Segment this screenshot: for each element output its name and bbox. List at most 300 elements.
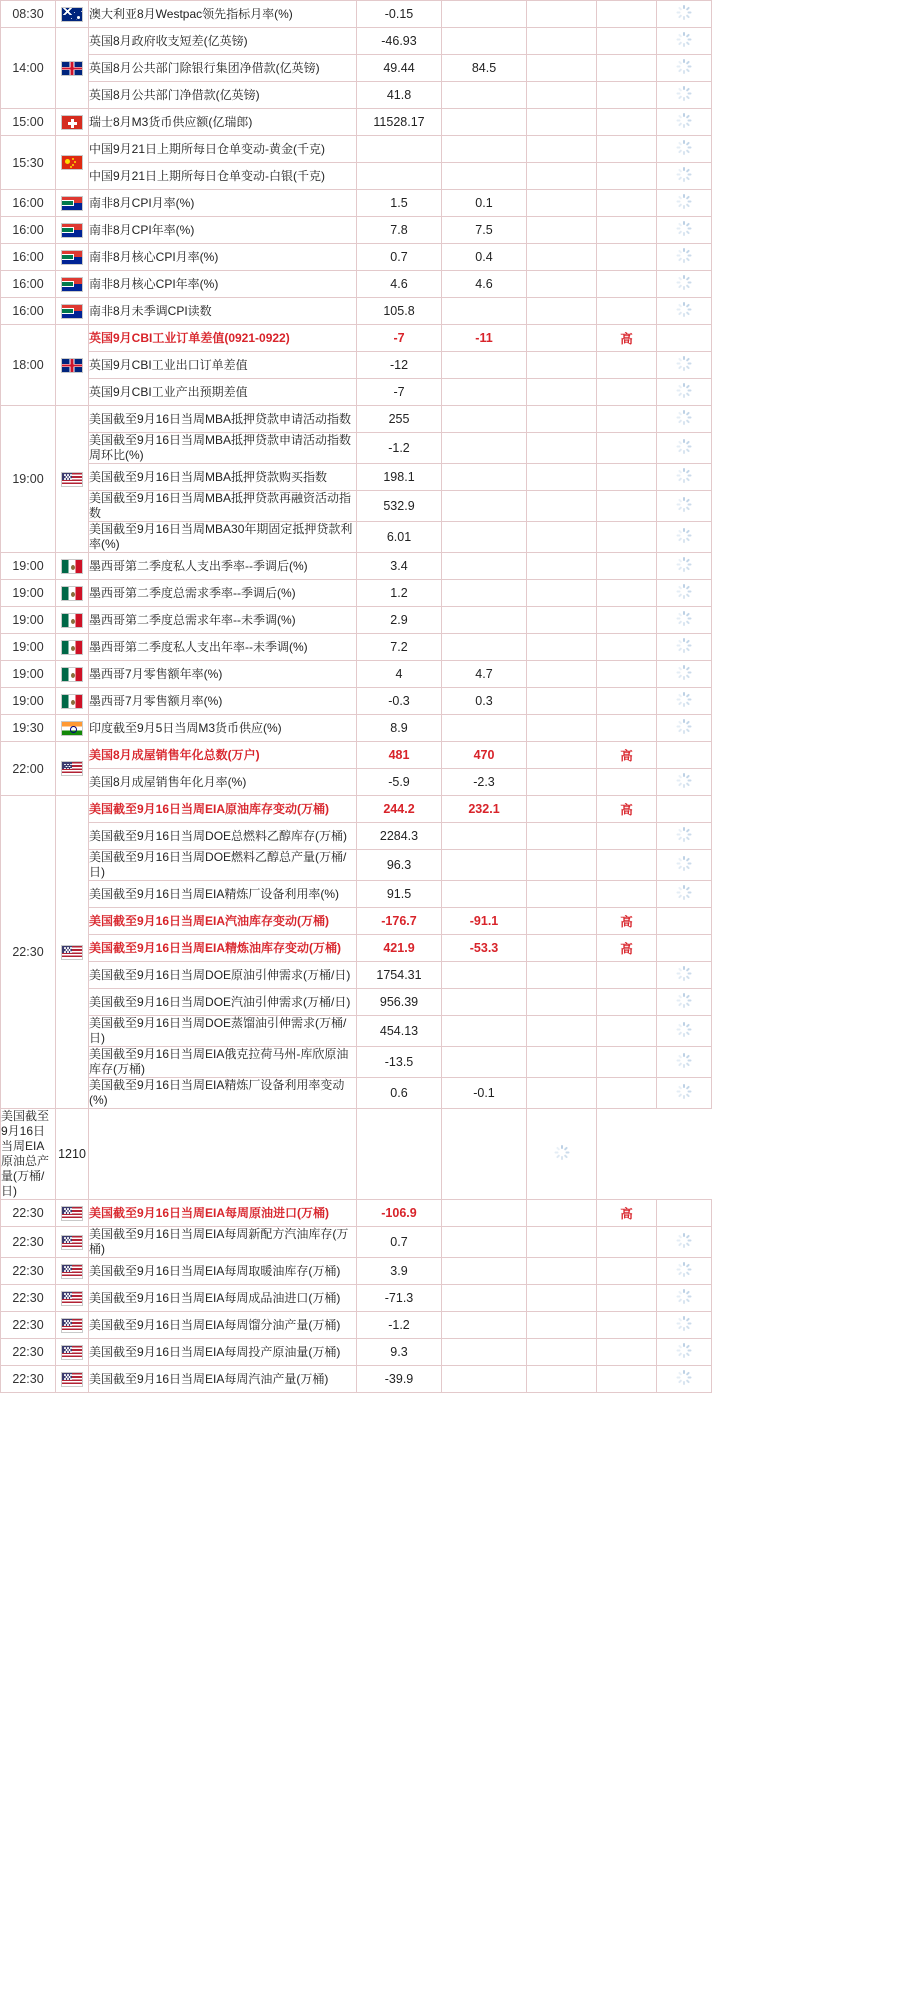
event-time: 16:00 bbox=[1, 190, 56, 217]
country-flag-mx bbox=[56, 688, 89, 715]
table-row[interactable] bbox=[1, 352, 712, 379]
importance-badge bbox=[597, 1366, 657, 1393]
flag-icon bbox=[61, 586, 83, 601]
importance-badge bbox=[597, 580, 657, 607]
table-row[interactable] bbox=[1, 244, 712, 271]
row-status-cell[interactable] bbox=[657, 580, 712, 607]
event-forecast-value bbox=[442, 1312, 527, 1339]
event-name[interactable]: 美国截至9月16日当周MBA抵押贷款申请活动指数周环比(%) bbox=[89, 433, 357, 464]
table-row[interactable] bbox=[1, 688, 712, 715]
row-status-cell[interactable] bbox=[657, 1227, 712, 1258]
row-status-cell[interactable] bbox=[657, 136, 712, 163]
loading-spinner-icon bbox=[677, 638, 692, 653]
event-time: 19:00 bbox=[1, 634, 56, 661]
importance-badge bbox=[597, 1078, 657, 1109]
event-name[interactable]: 美国截至9月16日当周MBA抵押贷款再融资活动指数 bbox=[89, 491, 357, 522]
row-status-cell[interactable] bbox=[527, 1109, 597, 1200]
table-row[interactable] bbox=[1, 1285, 712, 1312]
table-row[interactable] bbox=[1, 298, 712, 325]
event-name[interactable]: 美国截至9月16日当周EIA精炼厂设备利用率变动(%) bbox=[89, 1078, 357, 1109]
row-status-cell[interactable] bbox=[657, 1016, 712, 1047]
importance-badge bbox=[597, 1312, 657, 1339]
event-name[interactable]: 澳大利亚8月Westpac领先指标月率(%) bbox=[89, 1, 357, 28]
event-time: 19:00 bbox=[1, 661, 56, 688]
row-status-cell[interactable] bbox=[657, 1366, 712, 1393]
table-row[interactable] bbox=[1, 962, 712, 989]
event-name[interactable]: 美国截至9月16日当周DOE汽油引伸需求(万桶/日) bbox=[89, 989, 357, 1016]
event-actual-value: -176.7 bbox=[357, 908, 442, 935]
importance-badge: 高 bbox=[597, 1200, 657, 1227]
row-status-cell[interactable] bbox=[657, 715, 712, 742]
event-previous-value bbox=[527, 298, 597, 325]
row-status-cell[interactable] bbox=[657, 55, 712, 82]
table-row[interactable] bbox=[1, 634, 712, 661]
row-status-cell[interactable] bbox=[657, 850, 712, 881]
event-forecast-value: -53.3 bbox=[442, 935, 527, 962]
flag-icon bbox=[61, 304, 83, 319]
event-previous-value bbox=[527, 522, 597, 553]
importance-badge: 高 bbox=[597, 935, 657, 962]
event-name[interactable]: 中国9月21日上期所每日仓单变动-白银(千克) bbox=[89, 163, 357, 190]
event-actual-value: 41.8 bbox=[357, 82, 442, 109]
row-status-cell[interactable] bbox=[657, 217, 712, 244]
table-row[interactable] bbox=[1, 742, 712, 769]
event-previous-value bbox=[527, 1, 597, 28]
table-row[interactable] bbox=[1, 823, 712, 850]
event-time: 19:30 bbox=[1, 715, 56, 742]
event-name[interactable]: 美国截至9月16日当周EIA每周成品油进口(万桶) bbox=[89, 1285, 357, 1312]
event-name[interactable]: 墨西哥7月零售额月率(%) bbox=[89, 688, 357, 715]
loading-spinner-icon bbox=[677, 5, 692, 20]
table-row[interactable] bbox=[1, 271, 712, 298]
event-name[interactable]: 美国截至9月16日当周EIA每周新配方汽油库存(万桶) bbox=[89, 1227, 357, 1258]
table-row[interactable] bbox=[1, 580, 712, 607]
table-row[interactable] bbox=[1, 935, 712, 962]
event-time: 19:00 bbox=[1, 580, 56, 607]
importance-badge bbox=[442, 1109, 527, 1200]
event-previous-value bbox=[527, 163, 597, 190]
importance-badge bbox=[597, 491, 657, 522]
row-status-cell[interactable] bbox=[657, 406, 712, 433]
row-status-cell[interactable] bbox=[657, 1285, 712, 1312]
table-row[interactable] bbox=[1, 55, 712, 82]
event-actual-value: -1.2 bbox=[357, 1312, 442, 1339]
event-previous-value bbox=[527, 935, 597, 962]
event-time: 16:00 bbox=[1, 244, 56, 271]
event-forecast-value: 4.7 bbox=[442, 661, 527, 688]
country-flag-au bbox=[56, 1, 89, 28]
table-row[interactable] bbox=[1, 1227, 712, 1258]
event-previous-value bbox=[527, 1016, 597, 1047]
flag-icon bbox=[61, 694, 83, 709]
event-actual-value: 6.01 bbox=[357, 522, 442, 553]
table-row[interactable] bbox=[1, 1109, 712, 1200]
loading-spinner-icon bbox=[554, 1145, 569, 1160]
importance-badge bbox=[597, 850, 657, 881]
event-forecast-value bbox=[442, 1227, 527, 1258]
event-forecast-value bbox=[442, 1047, 527, 1078]
loading-spinner-icon bbox=[677, 439, 692, 454]
event-time: 22:30 bbox=[1, 1227, 56, 1258]
row-status-cell[interactable] bbox=[657, 271, 712, 298]
row-status-cell[interactable] bbox=[657, 244, 712, 271]
event-actual-value: -71.3 bbox=[357, 1285, 442, 1312]
event-name[interactable]: 美国8月成屋销售年化总数(万户) bbox=[89, 742, 357, 769]
table-row[interactable] bbox=[1, 136, 712, 163]
event-actual-value: 0.7 bbox=[357, 1227, 442, 1258]
row-status-cell[interactable] bbox=[657, 325, 712, 352]
row-status-cell[interactable] bbox=[657, 109, 712, 136]
event-time: 22:00 bbox=[1, 742, 56, 796]
event-previous-value bbox=[527, 82, 597, 109]
event-name[interactable]: 美国截至9月16日当周MBA抵押贷款申请活动指数 bbox=[89, 406, 357, 433]
event-actual-value: 481 bbox=[357, 742, 442, 769]
loading-spinner-icon bbox=[677, 993, 692, 1008]
event-previous-value bbox=[527, 742, 597, 769]
event-name[interactable]: 印度截至9月5日当周M3货币供应(%) bbox=[89, 715, 357, 742]
event-actual-value: -1.2 bbox=[357, 433, 442, 464]
loading-spinner-icon bbox=[677, 719, 692, 734]
table-row[interactable] bbox=[1, 325, 712, 352]
table-row[interactable] bbox=[1, 796, 712, 823]
event-forecast-value bbox=[442, 1339, 527, 1366]
importance-badge bbox=[597, 1, 657, 28]
table-row[interactable] bbox=[1, 607, 712, 634]
event-name[interactable]: 南非8月核心CPI月率(%) bbox=[89, 244, 357, 271]
flag-icon bbox=[61, 1372, 83, 1387]
country-flag-us bbox=[56, 1339, 89, 1366]
event-forecast-value bbox=[442, 850, 527, 881]
importance-badge bbox=[597, 634, 657, 661]
row-status-cell[interactable] bbox=[657, 634, 712, 661]
loading-spinner-icon bbox=[677, 194, 692, 209]
event-forecast-value bbox=[442, 298, 527, 325]
event-time: 22:30 bbox=[1, 1339, 56, 1366]
table-row[interactable] bbox=[1, 715, 712, 742]
event-previous-value bbox=[527, 491, 597, 522]
table-row[interactable] bbox=[1, 1366, 712, 1393]
event-actual-value: -0.15 bbox=[357, 1, 442, 28]
row-status-cell[interactable] bbox=[657, 769, 712, 796]
event-name[interactable]: 英国8月公共部门净借款(亿英镑) bbox=[89, 82, 357, 109]
event-time: 22:30 bbox=[1, 1312, 56, 1339]
row-status-cell[interactable] bbox=[657, 823, 712, 850]
loading-spinner-icon bbox=[677, 665, 692, 680]
event-actual-value: 0.7 bbox=[357, 244, 442, 271]
flag-icon bbox=[61, 721, 83, 736]
table-row[interactable] bbox=[1, 109, 712, 136]
table-row[interactable] bbox=[1, 82, 712, 109]
country-flag-us bbox=[56, 1312, 89, 1339]
event-actual-value: -39.9 bbox=[357, 1366, 442, 1393]
table-row[interactable] bbox=[1, 491, 712, 522]
event-previous-value bbox=[357, 1109, 442, 1200]
loading-spinner-icon bbox=[677, 1233, 692, 1248]
event-actual-value: 8.9 bbox=[357, 715, 442, 742]
table-row[interactable] bbox=[1, 1339, 712, 1366]
event-name[interactable]: 美国截至9月16日当周EIA原油库存变动(万桶) bbox=[89, 796, 357, 823]
event-name[interactable]: 美国截至9月16日当周EIA每周汽油产量(万桶) bbox=[89, 1366, 357, 1393]
event-name[interactable]: 英国9月CBI工业产出预期差值 bbox=[89, 379, 357, 406]
row-status-cell[interactable] bbox=[657, 464, 712, 491]
table-row[interactable] bbox=[1, 553, 712, 580]
event-actual-value: 7.2 bbox=[357, 634, 442, 661]
loading-spinner-icon bbox=[677, 1053, 692, 1068]
loading-spinner-icon bbox=[677, 528, 692, 543]
country-flag-mx bbox=[56, 607, 89, 634]
row-status-cell[interactable] bbox=[657, 962, 712, 989]
event-name[interactable]: 南非8月CPI年率(%) bbox=[89, 217, 357, 244]
event-name[interactable]: 美国截至9月16日当周MBA抵押贷款购买指数 bbox=[89, 464, 357, 491]
event-forecast-value bbox=[442, 136, 527, 163]
event-name[interactable]: 英国9月CBI工业出口订单差值 bbox=[89, 352, 357, 379]
flag-icon bbox=[61, 1291, 83, 1306]
country-flag-us bbox=[56, 1258, 89, 1285]
table-row[interactable] bbox=[1, 379, 712, 406]
event-name[interactable]: 美国截至9月16日当周EIA汽油库存变动(万桶) bbox=[89, 908, 357, 935]
table-row[interactable] bbox=[1, 433, 712, 464]
event-forecast-value: -91.1 bbox=[442, 908, 527, 935]
event-time: 15:30 bbox=[1, 136, 56, 190]
table-row[interactable] bbox=[1, 464, 712, 491]
event-previous-value bbox=[527, 962, 597, 989]
event-name[interactable]: 南非8月未季调CPI读数 bbox=[89, 298, 357, 325]
flag-icon bbox=[61, 761, 83, 776]
event-forecast-value bbox=[442, 522, 527, 553]
importance-badge bbox=[597, 769, 657, 796]
table-row[interactable] bbox=[1, 850, 712, 881]
table-row[interactable] bbox=[1, 1016, 712, 1047]
table-row[interactable] bbox=[1, 28, 712, 55]
flag-icon bbox=[61, 61, 83, 76]
event-name[interactable]: 英国8月政府收支短差(亿英镑) bbox=[89, 28, 357, 55]
country-flag-us bbox=[56, 1285, 89, 1312]
table-row[interactable] bbox=[1, 1312, 712, 1339]
country-flag-us bbox=[56, 1200, 89, 1227]
flag-icon bbox=[61, 559, 83, 574]
event-name[interactable]: 美国截至9月16日当周EIA每周原油进口(万桶) bbox=[89, 1200, 357, 1227]
row-status-cell[interactable] bbox=[657, 1339, 712, 1366]
event-actual-value: 4.6 bbox=[357, 271, 442, 298]
event-name[interactable]: 美国截至9月16日当周EIA每周取暖油库存(万桶) bbox=[89, 1258, 357, 1285]
row-status-cell[interactable] bbox=[657, 1200, 712, 1227]
flag-icon bbox=[61, 7, 83, 22]
table-row[interactable] bbox=[1, 989, 712, 1016]
row-status-cell[interactable] bbox=[657, 298, 712, 325]
table-row[interactable] bbox=[1, 1078, 712, 1109]
loading-spinner-icon bbox=[677, 221, 692, 236]
row-status-cell[interactable] bbox=[657, 989, 712, 1016]
table-row[interactable] bbox=[1, 217, 712, 244]
loading-spinner-icon bbox=[677, 302, 692, 317]
importance-badge bbox=[597, 688, 657, 715]
event-name[interactable]: 墨西哥第二季度总需求年率--未季调(%) bbox=[89, 607, 357, 634]
event-name[interactable]: 英国9月CBI工业订单差值(0921-0922) bbox=[89, 325, 357, 352]
table-row[interactable] bbox=[1, 769, 712, 796]
importance-badge bbox=[597, 109, 657, 136]
loading-spinner-icon bbox=[677, 966, 692, 981]
table-row[interactable] bbox=[1, 406, 712, 433]
importance-badge: 高 bbox=[597, 908, 657, 935]
event-forecast-value bbox=[442, 962, 527, 989]
row-status-cell[interactable] bbox=[657, 796, 712, 823]
event-forecast-value bbox=[442, 823, 527, 850]
row-status-cell[interactable] bbox=[657, 379, 712, 406]
row-status-cell[interactable] bbox=[657, 607, 712, 634]
event-forecast-value bbox=[442, 1258, 527, 1285]
row-status-cell[interactable] bbox=[657, 1312, 712, 1339]
row-status-cell[interactable] bbox=[657, 433, 712, 464]
row-status-cell[interactable] bbox=[657, 661, 712, 688]
table-row[interactable] bbox=[1, 881, 712, 908]
loading-spinner-icon bbox=[677, 611, 692, 626]
event-name[interactable]: 美国截至9月16日当周MBA30年期固定抵押贷款利率(%) bbox=[89, 522, 357, 553]
row-status-cell[interactable] bbox=[657, 1258, 712, 1285]
table-row[interactable] bbox=[1, 1, 712, 28]
event-forecast-value: 84.5 bbox=[442, 55, 527, 82]
event-actual-value: 0.6 bbox=[357, 1078, 442, 1109]
event-actual-value: 7.8 bbox=[357, 217, 442, 244]
event-actual-value: 4 bbox=[357, 661, 442, 688]
row-status-cell[interactable] bbox=[657, 1047, 712, 1078]
event-forecast-value bbox=[442, 464, 527, 491]
importance-badge bbox=[597, 715, 657, 742]
importance-badge bbox=[597, 823, 657, 850]
event-name[interactable]: 瑞士8月M3货币供应额(亿瑞郎) bbox=[89, 109, 357, 136]
event-name[interactable]: 美国截至9月16日当周DOE蒸馏油引伸需求(万桶/日) bbox=[89, 1016, 357, 1047]
event-name[interactable]: 南非8月CPI月率(%) bbox=[89, 190, 357, 217]
event-previous-value bbox=[527, 607, 597, 634]
country-flag-za bbox=[56, 271, 89, 298]
event-actual-value: 421.9 bbox=[357, 935, 442, 962]
event-name[interactable]: 南非8月核心CPI年率(%) bbox=[89, 271, 357, 298]
country-flag-mx bbox=[56, 553, 89, 580]
table-row[interactable] bbox=[1, 1200, 712, 1227]
event-name[interactable]: 美国截至9月16日当周DOE燃料乙醇总产量(万桶/日) bbox=[89, 850, 357, 881]
row-status-cell[interactable] bbox=[657, 553, 712, 580]
event-name[interactable]: 美国截至9月16日当周EIA每周投产原油量(万桶) bbox=[89, 1339, 357, 1366]
table-row[interactable] bbox=[1, 163, 712, 190]
country-flag-za bbox=[56, 190, 89, 217]
table-row[interactable] bbox=[1, 1047, 712, 1078]
table-row[interactable] bbox=[1, 190, 712, 217]
row-status-cell[interactable] bbox=[657, 522, 712, 553]
flag-icon bbox=[61, 667, 83, 682]
row-status-cell[interactable] bbox=[657, 908, 712, 935]
row-status-cell[interactable] bbox=[657, 935, 712, 962]
flag-icon bbox=[61, 640, 83, 655]
row-status-cell[interactable] bbox=[657, 742, 712, 769]
importance-badge bbox=[597, 661, 657, 688]
event-previous-value bbox=[527, 433, 597, 464]
event-time: 08:30 bbox=[1, 1, 56, 28]
event-name[interactable]: 中国9月21日上期所每日仓单变动-黄金(千克) bbox=[89, 136, 357, 163]
event-time: 22:30 bbox=[1, 796, 56, 1109]
event-time: 22:30 bbox=[1, 1258, 56, 1285]
event-actual-value: 11528.17 bbox=[357, 109, 442, 136]
event-name[interactable]: 墨西哥第二季度私人支出年率--未季调(%) bbox=[89, 634, 357, 661]
loading-spinner-icon bbox=[677, 410, 692, 425]
row-status-cell[interactable] bbox=[657, 688, 712, 715]
event-previous-value bbox=[527, 1285, 597, 1312]
event-previous-value bbox=[527, 553, 597, 580]
event-name[interactable]: 美国截至9月16日当周DOE总燃料乙醇库存(万桶) bbox=[89, 823, 357, 850]
importance-badge bbox=[597, 136, 657, 163]
table-row[interactable] bbox=[1, 908, 712, 935]
row-status-cell[interactable] bbox=[657, 82, 712, 109]
table-row[interactable] bbox=[1, 661, 712, 688]
row-status-cell[interactable] bbox=[657, 163, 712, 190]
row-status-cell[interactable] bbox=[657, 190, 712, 217]
importance-badge bbox=[597, 522, 657, 553]
row-status-cell[interactable] bbox=[657, 28, 712, 55]
event-name[interactable]: 美国截至9月16日当周EIA精炼油库存变动(万桶) bbox=[89, 935, 357, 962]
event-previous-value bbox=[527, 1312, 597, 1339]
loading-spinner-icon bbox=[677, 557, 692, 572]
loading-spinner-icon bbox=[677, 1289, 692, 1304]
event-actual-value: 532.9 bbox=[357, 491, 442, 522]
row-status-cell[interactable] bbox=[657, 352, 712, 379]
event-name[interactable]: 美国截至9月16日当周EIA每周馏分油产量(万桶) bbox=[89, 1312, 357, 1339]
event-time: 19:00 bbox=[1, 553, 56, 580]
event-time: 18:00 bbox=[1, 325, 56, 406]
event-name[interactable]: 美国截至9月16日当周EIA原油总产量(万桶/日) bbox=[1, 1109, 56, 1200]
country-flag-cn bbox=[56, 136, 89, 190]
row-status-cell[interactable] bbox=[657, 491, 712, 522]
importance-badge bbox=[597, 1047, 657, 1078]
event-previous-value bbox=[527, 1339, 597, 1366]
event-name[interactable]: 美国8月成屋销售年化月率(%) bbox=[89, 769, 357, 796]
flag-icon bbox=[61, 1264, 83, 1279]
row-status-cell[interactable] bbox=[657, 881, 712, 908]
event-previous-value bbox=[527, 1078, 597, 1109]
importance-badge bbox=[597, 1258, 657, 1285]
event-name[interactable]: 墨西哥7月零售额年率(%) bbox=[89, 661, 357, 688]
flag-icon bbox=[61, 358, 83, 373]
table-row[interactable] bbox=[1, 1258, 712, 1285]
event-previous-value bbox=[527, 244, 597, 271]
flag-icon bbox=[61, 1235, 83, 1250]
event-time: 22:30 bbox=[1, 1366, 56, 1393]
row-status-cell[interactable] bbox=[657, 1078, 712, 1109]
event-name[interactable]: 英国8月公共部门除银行集团净借款(亿英镑) bbox=[89, 55, 357, 82]
event-previous-value bbox=[527, 55, 597, 82]
event-previous-value bbox=[527, 823, 597, 850]
flag-icon bbox=[61, 155, 83, 170]
country-flag-mx bbox=[56, 580, 89, 607]
event-previous-value bbox=[527, 1047, 597, 1078]
country-flag-za bbox=[56, 298, 89, 325]
event-previous-value bbox=[527, 352, 597, 379]
event-actual-value bbox=[357, 163, 442, 190]
event-actual-value: -12 bbox=[357, 352, 442, 379]
event-previous-value bbox=[527, 406, 597, 433]
row-status-cell[interactable] bbox=[657, 1, 712, 28]
event-name[interactable]: 美国截至9月16日当周DOE原油引伸需求(万桶/日) bbox=[89, 962, 357, 989]
importance-badge bbox=[597, 190, 657, 217]
event-time: 14:00 bbox=[1, 28, 56, 109]
loading-spinner-icon bbox=[677, 692, 692, 707]
event-name[interactable]: 美国截至9月16日当周EIA精炼厂设备利用率(%) bbox=[89, 881, 357, 908]
event-actual-value: -106.9 bbox=[357, 1200, 442, 1227]
importance-badge bbox=[597, 1339, 657, 1366]
loading-spinner-icon bbox=[677, 59, 692, 74]
event-name[interactable]: 墨西哥第二季度总需求季率--季调后(%) bbox=[89, 580, 357, 607]
event-name[interactable]: 墨西哥第二季度私人支出季率--季调后(%) bbox=[89, 553, 357, 580]
event-forecast-value bbox=[442, 1285, 527, 1312]
event-name[interactable]: 美国截至9月16日当周EIA俄克拉荷马州-库欣原油库存(万桶) bbox=[89, 1047, 357, 1078]
table-row[interactable] bbox=[1, 522, 712, 553]
